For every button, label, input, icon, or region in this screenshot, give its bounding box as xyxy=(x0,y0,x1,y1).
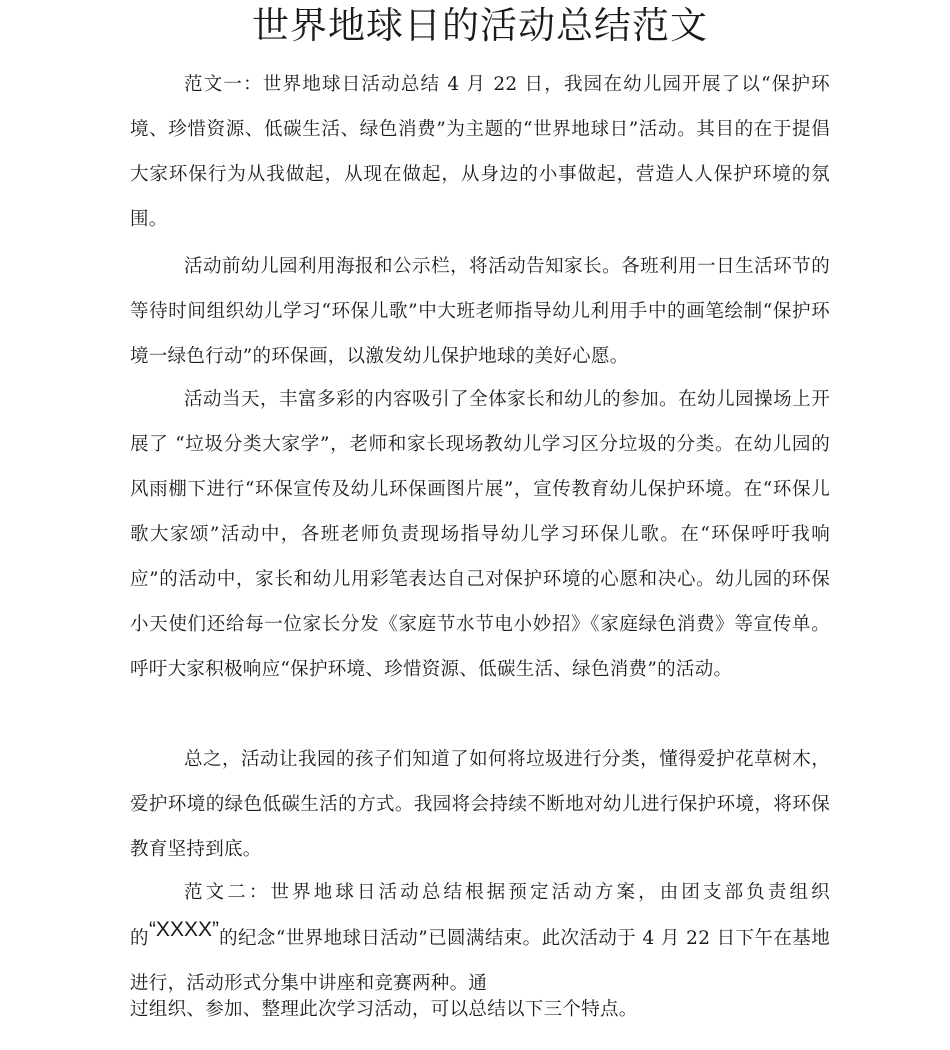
paragraph-4: 总之，活动让我园的孩子们知道了如何将垃圾进行分类，懂得爱护花草树木，爱护环境的绿色低碳生活的方式。我园将会持续不断地对幼儿进行保护环境，将环保教育坚持到底。 xyxy=(130,749,830,860)
paragraph-3: 活动当天，丰富多彩的内容吸引了全体家长和幼儿的参加。在幼儿园操场上开展了 “垃圾分类大家学”，老师和家长现场教幼儿学习区分垃圾的分类。在幼儿园的风雨棚下进行“环保宣传及幼儿环保画图片展”，宣传教育幼儿保护环境。在“环保儿歌大家颂”活动中，各班老师负责现场指导幼儿学习环保儿歌。在“环保呼吁我响应”的活动中，家长和幼儿用彩笔表达自己对保护环境的心愿和决心。幼儿园的环保小天使们还给每一位家长分发《家庭节水节电小妙招》《家庭绿色消费》等宣传单。呼吁大家积极响应“保护环境、珍惜资源、低碳生活、绿色消费”的活动。 xyxy=(130,389,830,680)
paragraph-5-start: 范文二：世界地球日活动总结根据预定活动方案，由团支部负责组织的 xyxy=(130,882,830,949)
paragraph-1: 范文一：世界地球日活动总结 4 月 22 日，我园在幼儿园开展了以“保护环境、珍惜资源、低碳生活、绿色消费”为主题的“世界地球日”活动。其目的在于提倡大家环保行为从我做起，从现在做起，从身边的小事做起，营造人人保护环境的氛围。 xyxy=(130,74,830,230)
paragraph-5-rest: 的纪念“世界地球日活动”已圆满结束。此次活动于 4 月 22 日下午在基地进行，活动形式分集中讲座和竞赛两种。通 xyxy=(130,928,830,994)
placeholder-quote: “XXXX” xyxy=(148,918,219,941)
document-title: 世界地球日的活动总结范文 xyxy=(252,4,708,47)
paragraph-2: 活动前幼儿园利用海报和公示栏，将活动告知家长。各班利用一日生活环节的等待时间组织幼儿学习“环保儿歌”中大班老师指导幼儿利用手中的画笔绘制“保护环境一绿色行动”的环保画，以激发幼儿保护地球的美好心愿。 xyxy=(130,256,830,367)
paragraph-5 xyxy=(130,870,830,1006)
paragraph-6: 过组织、参加、整理此次学习活动，可以总结以下三个特点。 xyxy=(130,999,638,1020)
